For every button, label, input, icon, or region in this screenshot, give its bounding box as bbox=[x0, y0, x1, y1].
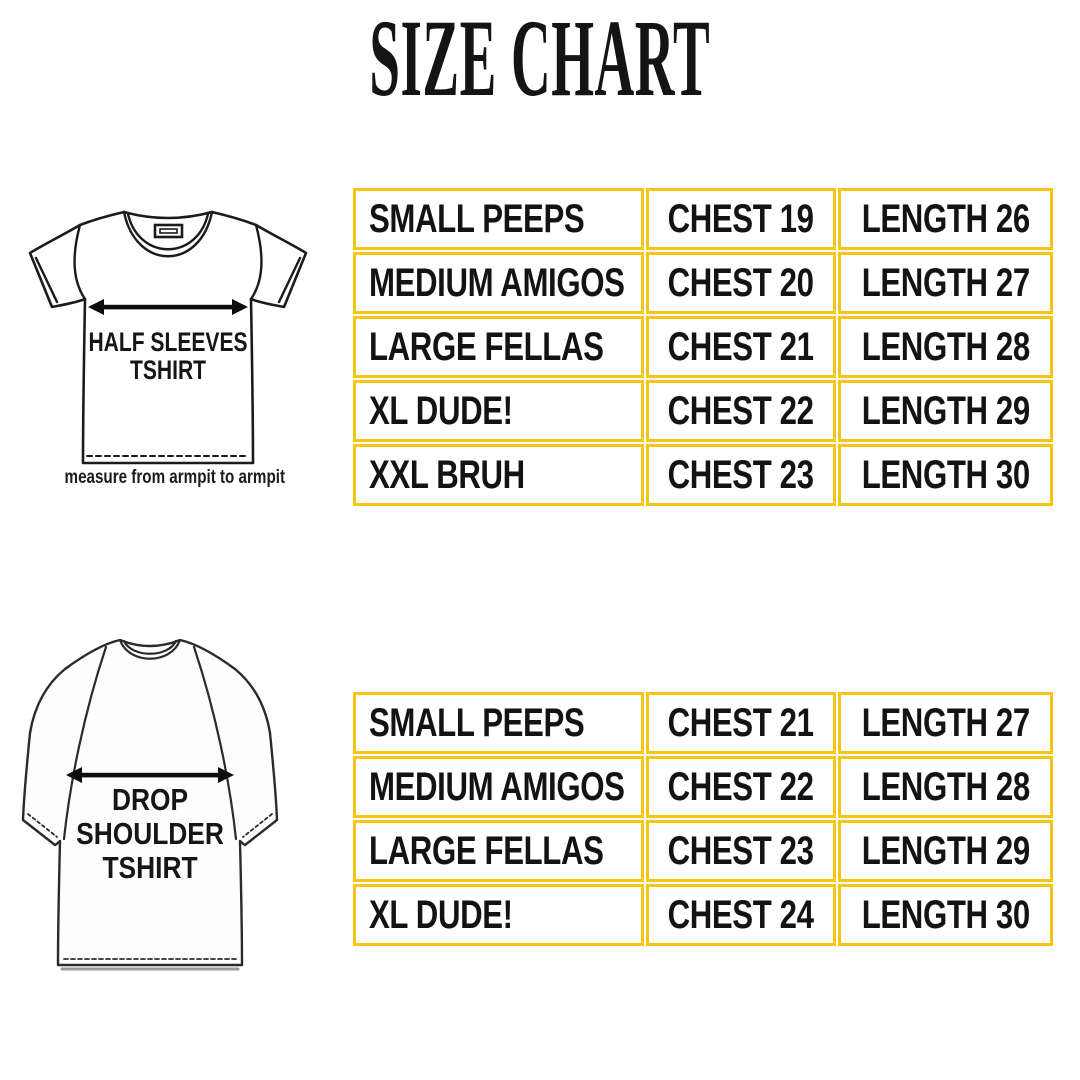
size-cell: LARGE FELLAS bbox=[353, 316, 644, 378]
size-cell: LARGE FELLAS bbox=[353, 820, 644, 882]
length-cell: LENGTH 26 bbox=[838, 188, 1053, 250]
collar-label-tag-inner bbox=[160, 229, 177, 233]
chest-cell: CHEST 19 bbox=[646, 188, 836, 250]
size-cell: SMALL PEEPS bbox=[353, 188, 644, 250]
length-cell: LENGTH 29 bbox=[838, 380, 1053, 442]
length-cell: LENGTH 30 bbox=[838, 884, 1053, 946]
half-sleeves-size-table bbox=[353, 188, 1053, 506]
chest-cell: CHEST 23 bbox=[646, 444, 836, 506]
shirt-label-line: SHOULDER bbox=[76, 817, 224, 852]
chest-cell: CHEST 22 bbox=[646, 380, 836, 442]
shirt-label-line: HALF SLEEVES bbox=[88, 327, 248, 358]
length-cell: LENGTH 29 bbox=[838, 820, 1053, 882]
size-cell: XXL BRUH bbox=[353, 444, 644, 506]
shirt-label-line: TSHIRT bbox=[129, 355, 207, 386]
half-sleeves-tshirt-illustration bbox=[15, 195, 335, 490]
drop-shoulder-tshirt-illustration bbox=[10, 613, 300, 978]
chest-cell: CHEST 23 bbox=[646, 820, 836, 882]
length-cell: LENGTH 27 bbox=[838, 692, 1053, 754]
shirt-label-line: TSHIRT bbox=[102, 851, 198, 886]
chest-cell: CHEST 21 bbox=[646, 692, 836, 754]
chest-cell: CHEST 24 bbox=[646, 884, 836, 946]
page-title bbox=[0, 0, 1080, 119]
length-cell: LENGTH 27 bbox=[838, 252, 1053, 314]
size-cell: SMALL PEEPS bbox=[353, 692, 644, 754]
length-cell: LENGTH 30 bbox=[838, 444, 1053, 506]
page-title-text: SIZE CHART bbox=[369, 0, 711, 119]
shirt-label-line: DROP bbox=[111, 783, 189, 818]
length-cell: LENGTH 28 bbox=[838, 756, 1053, 818]
chest-cell: CHEST 21 bbox=[646, 316, 836, 378]
measure-caption: measure from armpit to armpit bbox=[64, 467, 286, 488]
chest-cell: CHEST 20 bbox=[646, 252, 836, 314]
size-cell: XL DUDE! bbox=[353, 884, 644, 946]
size-cell: XL DUDE! bbox=[353, 380, 644, 442]
size-cell: MEDIUM AMIGOS bbox=[353, 252, 644, 314]
drop-shoulder-size-table bbox=[353, 692, 1053, 946]
chest-cell: CHEST 22 bbox=[646, 756, 836, 818]
length-cell: LENGTH 28 bbox=[838, 316, 1053, 378]
size-cell: MEDIUM AMIGOS bbox=[353, 756, 644, 818]
